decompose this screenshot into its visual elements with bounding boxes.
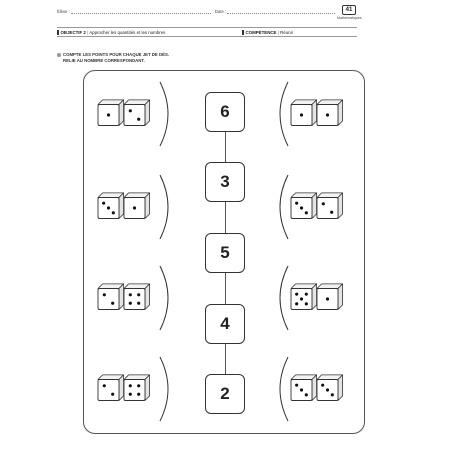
left-die-1-b <box>124 100 150 126</box>
die-pip <box>295 202 298 205</box>
right-die-2-b <box>317 193 343 219</box>
die-pip <box>103 293 106 296</box>
page-number: 41 <box>342 5 356 15</box>
die-pip <box>129 293 132 296</box>
die-pip <box>295 384 298 387</box>
die-pip <box>129 393 132 396</box>
number-box-6[interactable]: 6 <box>205 92 245 132</box>
number-box-5[interactable]: 5 <box>205 233 245 273</box>
die-pip <box>111 393 114 396</box>
die-pip <box>103 384 106 387</box>
die-pip <box>137 302 140 305</box>
right-die-3-a <box>291 284 317 310</box>
die-pip <box>295 302 298 305</box>
left-bracket-3 <box>160 266 168 330</box>
right-bracket-3 <box>280 266 288 330</box>
number-box-4[interactable]: 4 <box>205 304 245 344</box>
left-die-1-a <box>98 100 124 126</box>
die-pip <box>137 118 140 121</box>
competence-text: Réunir <box>280 30 294 35</box>
die-pip <box>305 393 308 396</box>
number-box-2[interactable]: 2 <box>205 374 245 414</box>
die-pip <box>322 202 325 205</box>
die-pip <box>112 211 115 214</box>
right-bracket-1 <box>280 82 288 146</box>
left-die-4-a <box>98 375 124 401</box>
die-pip <box>137 393 140 396</box>
die-pip <box>129 384 132 387</box>
die-pip <box>107 206 110 209</box>
die-pip <box>326 297 329 300</box>
date-label: Date : <box>215 9 227 14</box>
left-bracket-2 <box>160 175 168 239</box>
die-pip <box>129 109 132 112</box>
die-pip <box>102 202 105 205</box>
right-die-1-a <box>291 100 317 126</box>
student-label: Élève : <box>57 9 70 14</box>
die-pip <box>321 384 324 387</box>
die-pip <box>300 297 303 300</box>
die-pip <box>330 211 333 214</box>
subject-label: Mathématiques <box>337 16 362 20</box>
die-pip <box>326 388 329 391</box>
right-die-4-b <box>317 375 343 401</box>
right-die-1-b <box>317 100 343 126</box>
competence-label: COMPÉTENCE <box>245 30 277 35</box>
right-die-3-b <box>317 284 343 310</box>
right-die-4-a <box>291 375 317 401</box>
die-pip <box>137 293 140 296</box>
die-pip <box>331 393 334 396</box>
objective-bar: OBJECTIF 2 | Approcher les quantités et les nombres COMPÉTENCE | Réunir <box>57 27 357 37</box>
left-die-4-b <box>124 375 150 401</box>
number-box-3[interactable]: 3 <box>205 162 245 202</box>
die-pip <box>133 206 136 209</box>
left-die-2-b <box>124 193 150 219</box>
instruction-line-1: COMPTE LES POINTS POUR CHAQUE JET DE DÉS. <box>63 52 170 57</box>
left-bracket-1 <box>160 82 168 146</box>
die-pip <box>137 384 140 387</box>
left-die-2-a <box>98 193 124 219</box>
left-die-3-a <box>98 284 124 310</box>
right-bracket-4 <box>280 357 288 421</box>
die-pip <box>107 113 110 116</box>
die-pip <box>295 293 298 296</box>
objective-text: Approcher les quantités et les nombres <box>89 30 166 35</box>
die-pip <box>305 293 308 296</box>
right-bracket-2 <box>280 175 288 239</box>
die-pip <box>305 302 308 305</box>
die-pip <box>300 206 303 209</box>
instruction-line-2: RELIE AU NOMBRE CORRESPONDANT. <box>63 58 145 63</box>
die-pip <box>326 113 329 116</box>
die-pip <box>305 211 308 214</box>
die-pip <box>129 302 132 305</box>
left-die-3-b <box>124 284 150 310</box>
die-pip <box>300 388 303 391</box>
die-pip <box>300 113 303 116</box>
die-pip <box>111 302 114 305</box>
right-die-2-a <box>291 193 317 219</box>
objective-label: OBJECTIF 2 <box>60 30 86 35</box>
left-bracket-4 <box>160 357 168 421</box>
